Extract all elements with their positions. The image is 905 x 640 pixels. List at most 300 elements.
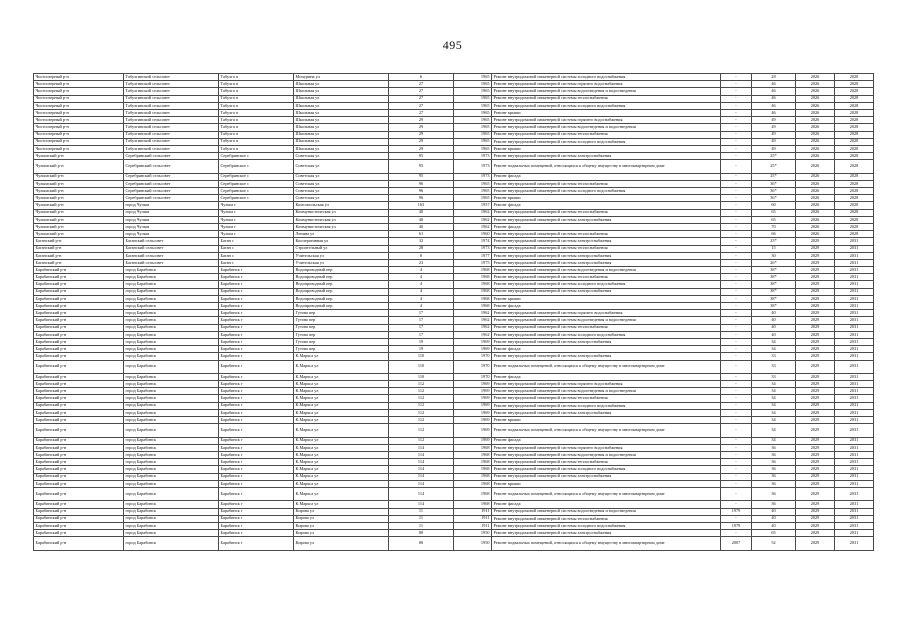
cell-start-year: 2029: [796, 480, 835, 487]
cell-work-type: Ремонт внутридомовой инженерной системы холодного водоснабжения: [492, 331, 721, 338]
cell-district: Барабинский р-н: [34, 288, 124, 295]
cell-settlement: город Барабинск: [124, 402, 219, 409]
cell-street: Кирова ул: [294, 522, 389, 529]
cell-house-number: 29: [389, 138, 454, 145]
cell-locality: Барабинск г: [219, 381, 294, 388]
cell-street: К.Маркса ул: [294, 360, 389, 373]
cell-wear-percent: 34: [752, 388, 796, 395]
cell-street: К.Маркса ул: [294, 402, 389, 409]
cell-settlement: город Барабинск: [124, 522, 219, 529]
cell-work-type: Ремонт внутридомовой инженерной системы электроснабжения: [492, 353, 721, 360]
cell-settlement: Табулгинский сельсовет: [124, 109, 219, 116]
cell-house-number: 112: [389, 395, 454, 402]
cell-locality: Чулым г: [219, 202, 294, 209]
cell-start-year: 2029: [796, 466, 835, 473]
table-row: [34, 537, 874, 550]
table-row: [34, 515, 874, 522]
cell-last-repair-year: -: [721, 153, 752, 160]
cell-end-year: 2031: [835, 424, 874, 437]
cell-locality: Барабинск г: [219, 338, 294, 345]
page-number: 495: [442, 38, 463, 52]
cell-wear-percent: 40: [752, 508, 796, 515]
cell-last-repair-year: -: [721, 74, 752, 81]
cell-last-repair-year: -: [721, 245, 752, 252]
cell-district: Барабинский р-н: [34, 508, 124, 515]
cell-last-repair-year: -: [721, 252, 752, 259]
cell-locality: Барабинск г: [219, 417, 294, 424]
cell-street: Водопроводный пер: [294, 281, 389, 288]
cell-settlement: город Барабинск: [124, 395, 219, 402]
table-row: [34, 353, 874, 360]
cell-house-number: 11: [389, 515, 454, 522]
cell-build-year: 1965: [454, 109, 492, 116]
cell-end-year: 2028: [835, 81, 874, 88]
cell-start-year: 2026: [796, 188, 835, 195]
cell-build-year: 1974: [454, 238, 492, 245]
cell-locality: Барабинск г: [219, 324, 294, 331]
cell-street: Коммунистическая ул: [294, 223, 389, 230]
cell-start-year: 2029: [796, 522, 835, 529]
cell-wear-percent: 49: [752, 117, 796, 124]
cell-house-number: 40: [389, 209, 454, 216]
cell-last-repair-year: -: [721, 501, 752, 508]
cell-locality: Барабинск г: [219, 424, 294, 437]
cell-district: Барабинский р-н: [34, 444, 124, 451]
cell-start-year: 2029: [796, 238, 835, 245]
table-row: [34, 238, 874, 245]
cell-street: К.Маркса ул: [294, 501, 389, 508]
table-row: [34, 281, 874, 288]
cell-work-type: Ремонт крыши: [492, 295, 721, 302]
cell-locality: Барабинск г: [219, 346, 294, 353]
cell-wear-percent: 34: [752, 338, 796, 345]
cell-settlement: город Барабинск: [124, 501, 219, 508]
cell-house-number: 40: [389, 216, 454, 223]
cell-settlement: город Барабинск: [124, 353, 219, 360]
cell-start-year: 2029: [796, 267, 835, 274]
cell-locality: Табулга п: [219, 138, 294, 145]
cell-end-year: 2028: [835, 188, 874, 195]
cell-last-repair-year: 2007: [721, 537, 752, 550]
table-row: [34, 409, 874, 416]
cell-locality: Табулга п: [219, 102, 294, 109]
cell-settlement: Табулгинский сельсовет: [124, 88, 219, 95]
cell-district: Баганский р-н: [34, 238, 124, 245]
cell-start-year: 2029: [796, 331, 835, 338]
cell-start-year: 2026: [796, 202, 835, 209]
cell-start-year: 2029: [796, 402, 835, 409]
cell-wear-percent: 65: [752, 209, 796, 216]
cell-end-year: 2031: [835, 245, 874, 252]
cell-build-year: 1965: [454, 81, 492, 88]
cell-house-number: 27: [389, 109, 454, 116]
table-row: [34, 180, 874, 187]
cell-wear-percent: 36: [752, 466, 796, 473]
cell-start-year: 2029: [796, 252, 835, 259]
cell-house-number: 19: [389, 346, 454, 353]
cell-house-number: 110: [389, 360, 454, 373]
cell-wear-percent: 28: [752, 74, 796, 81]
cell-last-repair-year: -: [721, 216, 752, 223]
table-row: [34, 451, 874, 458]
cell-settlement: Баганский сельсовет: [124, 245, 219, 252]
cell-street: Строительный ул: [294, 245, 389, 252]
cell-last-repair-year: -: [721, 395, 752, 402]
cell-settlement: город Чулым: [124, 223, 219, 230]
cell-wear-percent: 49: [752, 124, 796, 131]
cell-work-type: Ремонт крыши: [492, 480, 721, 487]
cell-start-year: 2029: [796, 346, 835, 353]
cell-work-type: Ремонт фасада: [492, 437, 721, 444]
table-row: [34, 195, 874, 202]
cell-build-year: 1968: [454, 295, 492, 302]
cell-last-repair-year: -: [721, 381, 752, 388]
cell-settlement: город Чулым: [124, 202, 219, 209]
cell-house-number: 4: [389, 295, 454, 302]
cell-settlement: город Барабинск: [124, 437, 219, 444]
cell-build-year: 1968: [454, 487, 492, 500]
cell-last-repair-year: -: [721, 317, 752, 324]
cell-street: Мичурина ул: [294, 74, 389, 81]
cell-locality: Барабинск г: [219, 281, 294, 288]
cell-end-year: 2031: [835, 501, 874, 508]
cell-end-year: 2031: [835, 295, 874, 302]
cell-street: Школьная ул: [294, 131, 389, 138]
cell-end-year: 2031: [835, 402, 874, 409]
cell-street: К.Маркса ул: [294, 381, 389, 388]
cell-wear-percent: 38*: [752, 267, 796, 274]
cell-end-year: 2028: [835, 195, 874, 202]
cell-street: Кирова ул: [294, 508, 389, 515]
cell-district: Чистоозерный р-н: [34, 109, 124, 116]
table-row: [34, 466, 874, 473]
cell-street: К.Маркса ул: [294, 466, 389, 473]
cell-build-year: 1965: [454, 124, 492, 131]
cell-street: Водопроводный пер: [294, 295, 389, 302]
cell-locality: Табулга п: [219, 124, 294, 131]
cell-district: Барабинский р-н: [34, 409, 124, 416]
cell-end-year: 2031: [835, 373, 874, 380]
cell-settlement: город Барабинск: [124, 417, 219, 424]
cell-settlement: город Барабинск: [124, 288, 219, 295]
cell-start-year: 2029: [796, 360, 835, 373]
cell-house-number: 112: [389, 402, 454, 409]
cell-end-year: 2031: [835, 522, 874, 529]
table-row: [34, 173, 874, 180]
cell-street: Комсомольская ул: [294, 202, 389, 209]
cell-district: Чулымский р-н: [34, 216, 124, 223]
cell-start-year: 2029: [796, 417, 835, 424]
cell-house-number: 114: [389, 487, 454, 500]
cell-wear-percent: 38*: [752, 288, 796, 295]
cell-build-year: 1969: [454, 388, 492, 395]
cell-house-number: 114: [389, 451, 454, 458]
cell-locality: Барабинск г: [219, 274, 294, 281]
cell-district: Чулымский р-н: [34, 231, 124, 238]
cell-build-year: 1962: [454, 310, 492, 317]
cell-end-year: 2031: [835, 409, 874, 416]
cell-last-repair-year: -: [721, 295, 752, 302]
cell-house-number: 17: [389, 324, 454, 331]
cell-locality: Барабинск г: [219, 437, 294, 444]
cell-wear-percent: 30: [752, 252, 796, 259]
cell-locality: Барабинск г: [219, 473, 294, 480]
cell-work-type: Ремонт внутридомовой инженерной системы холодного водоснабжения: [492, 281, 721, 288]
cell-last-repair-year: -: [721, 138, 752, 145]
cell-settlement: город Барабинск: [124, 487, 219, 500]
cell-locality: Барабинск г: [219, 310, 294, 317]
cell-start-year: 2026: [796, 223, 835, 230]
cell-street: Кирова ул: [294, 515, 389, 522]
cell-settlement: Табулгинский сельсовет: [124, 131, 219, 138]
cell-street: Гутова пер: [294, 346, 389, 353]
cell-settlement: город Барабинск: [124, 360, 219, 373]
cell-house-number: 114: [389, 473, 454, 480]
cell-work-type: Ремонт внутридомовой инженерной системы теплоснабжения: [492, 245, 721, 252]
cell-build-year: 1969: [454, 381, 492, 388]
cell-build-year: 1911: [454, 515, 492, 522]
cell-end-year: 2031: [835, 388, 874, 395]
cell-start-year: 2026: [796, 195, 835, 202]
cell-street: Коммунистическая ул: [294, 216, 389, 223]
cell-end-year: 2028: [835, 95, 874, 102]
cell-last-repair-year: -: [721, 473, 752, 480]
cell-start-year: 2029: [796, 515, 835, 522]
cell-settlement: Табулгинский сельсовет: [124, 124, 219, 131]
cell-end-year: 2031: [835, 395, 874, 402]
cell-end-year: 2031: [835, 274, 874, 281]
cell-work-type: Ремонт внутридомовой инженерной системы холодного водоснабжения: [492, 466, 721, 473]
cell-settlement: город Барабинск: [124, 473, 219, 480]
cell-house-number: 29: [389, 145, 454, 152]
cell-locality: Барабинск г: [219, 295, 294, 302]
cell-work-type: Ремонт внутридомовой инженерной системы теплоснабжения: [492, 274, 721, 281]
cell-last-repair-year: -: [721, 145, 752, 152]
cell-last-repair-year: -: [721, 160, 752, 173]
cell-street: Советская ул: [294, 188, 389, 195]
cell-wear-percent: 36: [752, 487, 796, 500]
cell-last-repair-year: -: [721, 480, 752, 487]
cell-street: Советская ул: [294, 153, 389, 160]
cell-wear-percent: 15: [752, 245, 796, 252]
cell-settlement: Баганский сельсовет: [124, 238, 219, 245]
cell-settlement: Табулгинский сельсовет: [124, 145, 219, 152]
cell-wear-percent: 34: [752, 409, 796, 416]
cell-build-year: 1969: [454, 437, 492, 444]
cell-wear-percent: 38*: [752, 303, 796, 310]
cell-house-number: 32: [389, 238, 454, 245]
cell-settlement: Серебрянский сельсовет: [124, 195, 219, 202]
cell-work-type: Ремонт внутридомовой инженерной системы электроснабжения: [492, 473, 721, 480]
cell-street: К.Маркса ул: [294, 417, 389, 424]
cell-house-number: 4: [389, 281, 454, 288]
cell-build-year: 1969: [454, 346, 492, 353]
cell-start-year: 2026: [796, 109, 835, 116]
table-row: [34, 480, 874, 487]
cell-street: Гутова пер: [294, 338, 389, 345]
cell-build-year: 1962: [454, 209, 492, 216]
cell-house-number: 29: [389, 124, 454, 131]
table-row: [34, 88, 874, 95]
cell-wear-percent: 40: [752, 522, 796, 529]
table-row: [34, 331, 874, 338]
cell-wear-percent: 36: [752, 444, 796, 451]
cell-locality: Табулга п: [219, 145, 294, 152]
cell-street: Гутова пер: [294, 317, 389, 324]
cell-locality: Барабинск г: [219, 530, 294, 537]
table-row: [34, 288, 874, 295]
cell-district: Барабинский р-н: [34, 501, 124, 508]
cell-start-year: 2029: [796, 537, 835, 550]
cell-locality: Табулга п: [219, 74, 294, 81]
cell-district: Барабинский р-н: [34, 317, 124, 324]
table-row: [34, 209, 874, 216]
cell-wear-percent: 33: [752, 353, 796, 360]
cell-last-repair-year: -: [721, 180, 752, 187]
cell-work-type: Ремонт подвальных помещений, относящихся к общему имуществу в многоквартирном доме: [492, 487, 721, 500]
cell-build-year: 1968: [454, 466, 492, 473]
cell-house-number: 114: [389, 466, 454, 473]
cell-work-type: Ремонт внутридомовой инженерной системы электроснабжения: [492, 288, 721, 295]
cell-house-number: 112: [389, 409, 454, 416]
cell-work-type: Ремонт фасада: [492, 223, 721, 230]
cell-work-type: Ремонт внутридомовой инженерной системы электроснабжения: [492, 238, 721, 245]
cell-street: Кооперативная ул: [294, 238, 389, 245]
cell-district: Барабинский р-н: [34, 515, 124, 522]
cell-work-type: Ремонт фасада: [492, 303, 721, 310]
cell-last-repair-year: -: [721, 274, 752, 281]
cell-build-year: 1965: [454, 102, 492, 109]
cell-district: Барабинский р-н: [34, 324, 124, 331]
cell-work-type: Ремонт внутридомовой инженерной системы теплоснабжения: [492, 209, 721, 216]
cell-start-year: 2026: [796, 153, 835, 160]
cell-house-number: 112: [389, 417, 454, 424]
cell-locality: Баган с: [219, 252, 294, 259]
cell-settlement: Серебрянский сельсовет: [124, 188, 219, 195]
cell-build-year: 1968: [454, 288, 492, 295]
cell-build-year: 1969: [454, 402, 492, 409]
cell-wear-percent: 36*: [752, 188, 796, 195]
cell-locality: Табулга п: [219, 109, 294, 116]
cell-district: Барабинский р-н: [34, 459, 124, 466]
cell-work-type: Ремонт внутридомовой инженерной системы электроснабжения: [492, 216, 721, 223]
cell-house-number: 61: [389, 231, 454, 238]
cell-build-year: 1973: [454, 245, 492, 252]
cell-work-type: Ремонт внутридомовой инженерной системы водоотведения и водоотведения: [492, 508, 721, 515]
cell-street: Советская ул: [294, 180, 389, 187]
cell-house-number: 28: [389, 245, 454, 252]
table-row: [34, 373, 874, 380]
cell-start-year: 2026: [796, 209, 835, 216]
cell-work-type: Ремонт внутридомовой инженерной системы теплоснабжения: [492, 324, 721, 331]
cell-settlement: Баганский сельсовет: [124, 259, 219, 266]
cell-build-year: 1968: [454, 473, 492, 480]
cell-house-number: 80: [389, 530, 454, 537]
cell-last-repair-year: -: [721, 338, 752, 345]
cell-street: К.Маркса ул: [294, 373, 389, 380]
cell-build-year: 1968: [454, 501, 492, 508]
cell-work-type: Ремонт внутридомовой инженерной системы теплоснабжения: [492, 95, 721, 102]
table-row: [34, 437, 874, 444]
cell-work-type: Ремонт фасада: [492, 173, 721, 180]
cell-start-year: 2026: [796, 95, 835, 102]
cell-build-year: 1970: [454, 373, 492, 380]
cell-locality: Барабинск г: [219, 373, 294, 380]
cell-locality: Барабинск г: [219, 409, 294, 416]
cell-wear-percent: 46: [752, 81, 796, 88]
cell-end-year: 2028: [835, 202, 874, 209]
cell-settlement: город Барабинск: [124, 409, 219, 416]
cell-wear-percent: 36: [752, 451, 796, 458]
cell-house-number: 112: [389, 381, 454, 388]
cell-build-year: 1970: [454, 353, 492, 360]
cell-locality: Барабинск г: [219, 388, 294, 395]
cell-wear-percent: 40: [752, 515, 796, 522]
cell-start-year: 2026: [796, 102, 835, 109]
cell-last-repair-year: -: [721, 259, 752, 266]
cell-end-year: 2028: [835, 173, 874, 180]
cell-wear-percent: 46: [752, 95, 796, 102]
table-row: [34, 424, 874, 437]
cell-build-year: 1968: [454, 444, 492, 451]
cell-house-number: 29: [389, 131, 454, 138]
table-row: [34, 444, 874, 451]
cell-house-number: 80: [389, 537, 454, 550]
cell-wear-percent: 38*: [752, 274, 796, 281]
cell-district: Чистоозерный р-н: [34, 81, 124, 88]
table-row: [34, 74, 874, 81]
cell-start-year: 2029: [796, 409, 835, 416]
cell-street: Гутова пер: [294, 324, 389, 331]
cell-settlement: город Чулым: [124, 231, 219, 238]
cell-work-type: Ремонт внутридомовой инженерной системы электроснабжения: [492, 530, 721, 537]
cell-street: Школьная ул: [294, 124, 389, 131]
cell-build-year: 1962: [454, 216, 492, 223]
cell-house-number: 163: [389, 202, 454, 209]
table-row: [34, 95, 874, 102]
cell-street: К.Маркса ул: [294, 388, 389, 395]
cell-end-year: 2031: [835, 310, 874, 317]
cell-work-type: Ремонт крыши: [492, 195, 721, 202]
cell-work-type: Ремонт крыши: [492, 109, 721, 116]
cell-end-year: 2028: [835, 223, 874, 230]
cell-build-year: 1973: [454, 173, 492, 180]
cell-build-year: 1968: [454, 281, 492, 288]
cell-last-repair-year: -: [721, 209, 752, 216]
cell-end-year: 2031: [835, 451, 874, 458]
cell-start-year: 2026: [796, 160, 835, 173]
cell-street: Советская ул: [294, 195, 389, 202]
cell-last-repair-year: -: [721, 515, 752, 522]
cell-end-year: 2031: [835, 417, 874, 424]
cell-settlement: город Барабинск: [124, 508, 219, 515]
cell-last-repair-year: -: [721, 324, 752, 331]
cell-settlement: город Чулым: [124, 209, 219, 216]
cell-build-year: 1965: [454, 145, 492, 152]
cell-work-type: Ремонт внутридомовой инженерной системы горячего водоснабжения: [492, 81, 721, 88]
cell-house-number: 114: [389, 444, 454, 451]
cell-locality: Табулга п: [219, 95, 294, 102]
cell-work-type: Ремонт внутридомовой инженерной системы теплоснабжения: [492, 515, 721, 522]
cell-wear-percent: 38*: [752, 281, 796, 288]
cell-end-year: 2031: [835, 346, 874, 353]
cell-end-year: 2028: [835, 180, 874, 187]
cell-settlement: город Барабинск: [124, 480, 219, 487]
cell-wear-percent: 34: [752, 437, 796, 444]
cell-work-type: Ремонт внутридомовой инженерной системы теплоснабжения: [492, 180, 721, 187]
cell-street: Школьная ул: [294, 138, 389, 145]
cell-house-number: 17: [389, 317, 454, 324]
